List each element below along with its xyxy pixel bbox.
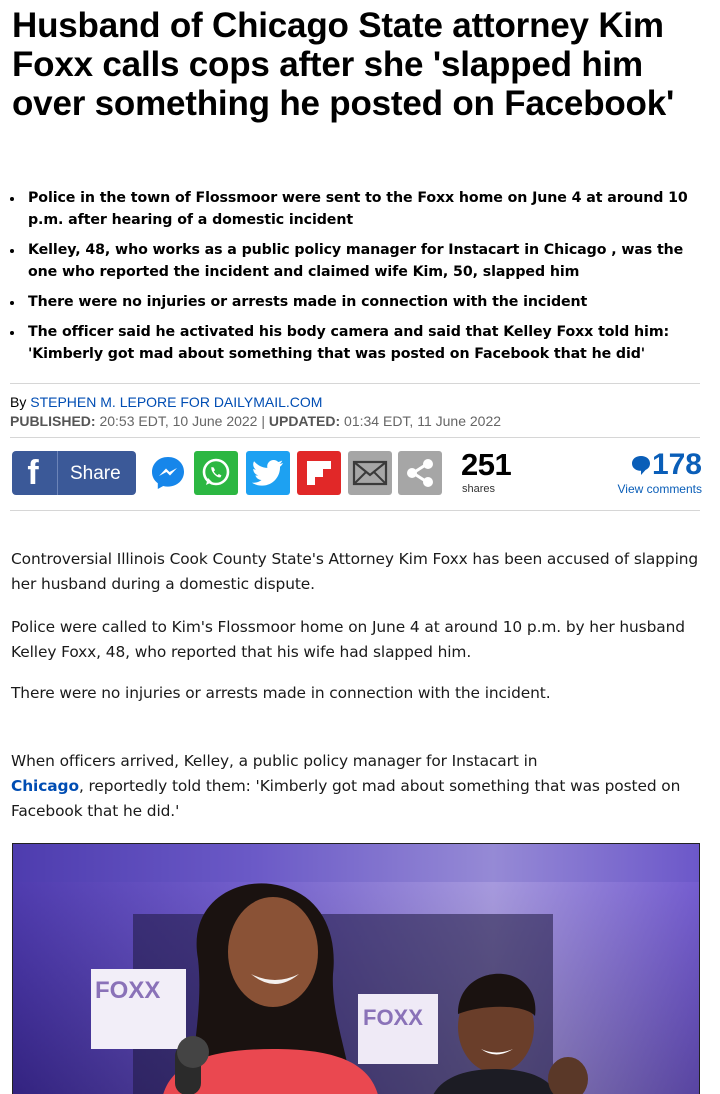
divider	[10, 510, 700, 511]
flipboard-share-button[interactable]	[297, 451, 341, 495]
article-paragraph: There were no injuries or arrests made in connection with the incident.	[11, 684, 551, 702]
twitter-icon	[252, 459, 284, 487]
summary-bullet: There were no injuries or arrests made in connection with the incident	[8, 291, 708, 313]
summary-bullets	[8, 187, 708, 373]
updated-date: 01:34 EDT, 11 June 2022	[340, 413, 502, 429]
comment-count: 178	[651, 448, 702, 481]
sign-text: FOXX	[363, 1005, 423, 1030]
author-link[interactable]: STEPHEN M. LEPORE FOR DAILYMAIL.COM	[30, 394, 323, 410]
comment-bubble-icon	[630, 454, 652, 476]
facebook-icon: f	[27, 453, 39, 492]
messenger-icon	[148, 453, 188, 493]
view-comments-label: View comments	[617, 482, 702, 496]
twitter-share-button[interactable]	[246, 451, 290, 495]
email-icon	[352, 460, 388, 486]
article-paragraph: Controversial Illinois Cook County State's Attorney Kim Foxx has been accused of slapping her husband during a domestic dispute.	[11, 550, 699, 593]
more-share-button[interactable]	[398, 451, 442, 495]
chicago-link[interactable]: Chicago	[11, 777, 79, 795]
share-icon	[404, 457, 436, 489]
whatsapp-icon	[199, 456, 233, 490]
summary-bullet: Police in the town of Flossmoor were sent to the Foxx home on June 4 at around 10 p.m. after hearing of a domestic incident	[8, 187, 708, 231]
byline	[10, 393, 322, 411]
byline-prefix: By	[10, 394, 31, 410]
bullet-dot-icon	[10, 331, 14, 335]
article-headline: Husband of Chicago State attorney Kim Foxx calls cops after she 'slapped him over something he posted on Facebook'	[12, 6, 675, 123]
article-photo	[12, 843, 700, 1094]
summary-bullet: Kelley, 48, who works as a public policy manager for Instacart in Chicago , was the one who reported the incident and claimed wife Kim, 50, slapped him	[8, 239, 708, 283]
flipboard-icon	[304, 458, 334, 488]
email-share-button[interactable]	[348, 451, 392, 495]
bullet-dot-icon	[10, 301, 14, 305]
messenger-share-button[interactable]	[146, 451, 190, 495]
bullet-dot-icon	[10, 197, 14, 201]
whatsapp-share-button[interactable]	[194, 451, 238, 495]
comments-link[interactable]	[618, 449, 702, 496]
article-paragraph: When officers arrived, Kelley, a public policy manager for Instacart in Chicago, reportedly told them: 'Kimberly got mad about something that was posted on Facebook that he did.'	[11, 752, 681, 820]
photo-illustration	[13, 844, 699, 1094]
divider	[10, 383, 700, 384]
divider	[10, 437, 700, 438]
bullet-dot-icon	[10, 249, 14, 253]
published-label: PUBLISHED:	[10, 413, 96, 429]
updated-label: UPDATED:	[268, 413, 341, 429]
facebook-share-button[interactable]	[12, 451, 136, 495]
share-count-label: shares	[462, 483, 496, 495]
divider	[57, 451, 58, 495]
article-paragraph: Police were called to Kim's Flossmoor home on June 4 at around 10 p.m. by her husband Kelley Foxx, 48, who reported that his wife had slapped him.	[11, 618, 685, 661]
share-count: 251	[461, 447, 512, 482]
facebook-share-label: Share	[70, 463, 121, 484]
published-date: 20:53 EDT, 10 June 2022 |	[95, 413, 269, 429]
summary-bullet: The officer said he activated his body camera and said that Kelley Foxx told him: 'Kimberly got mad about something that was posted on Facebook that he did'	[8, 321, 708, 365]
publish-info	[10, 412, 501, 430]
sign-text: FOXX	[95, 977, 161, 1004]
share-bar	[12, 447, 702, 496]
